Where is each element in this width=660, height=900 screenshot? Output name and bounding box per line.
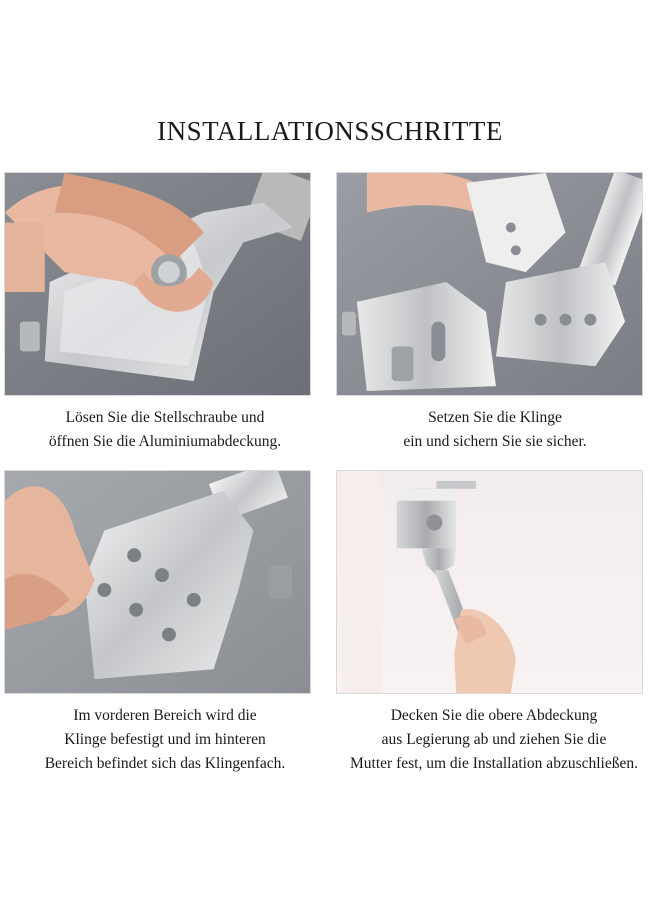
caption-line: Bereich befindet sich das Klingenfach.	[44, 755, 286, 772]
caption-line: Im vorderen Bereich wird die	[73, 707, 257, 724]
step-4-image	[336, 470, 643, 694]
step-3-caption	[0, 704, 330, 776]
page-title: INSTALLATIONSSCHRITTE	[157, 116, 503, 146]
caption-line: Mutter fest, um die Installation abzuschließen.	[350, 755, 638, 772]
caption-line: Klinge befestigt und im hinteren	[64, 731, 266, 748]
step-2-image	[336, 172, 643, 396]
caption-line: aus Legierung ab und ziehen Sie die	[381, 731, 607, 748]
caption-line: Setzen Sie die Klinge	[428, 409, 562, 426]
caption-line: ein und sichern Sie sie sicher.	[403, 433, 587, 450]
caption-line: öffnen Sie die Aluminiumabdeckung.	[48, 433, 282, 450]
step-3-image	[4, 470, 311, 694]
step-4-caption	[328, 704, 660, 776]
caption-line: Decken Sie die obere Abdeckung	[390, 707, 598, 724]
step-1-caption	[0, 406, 330, 454]
step-1-image	[4, 172, 311, 396]
step-2-caption	[330, 406, 660, 454]
caption-line: Lösen Sie die Stellschraube und	[65, 409, 265, 426]
